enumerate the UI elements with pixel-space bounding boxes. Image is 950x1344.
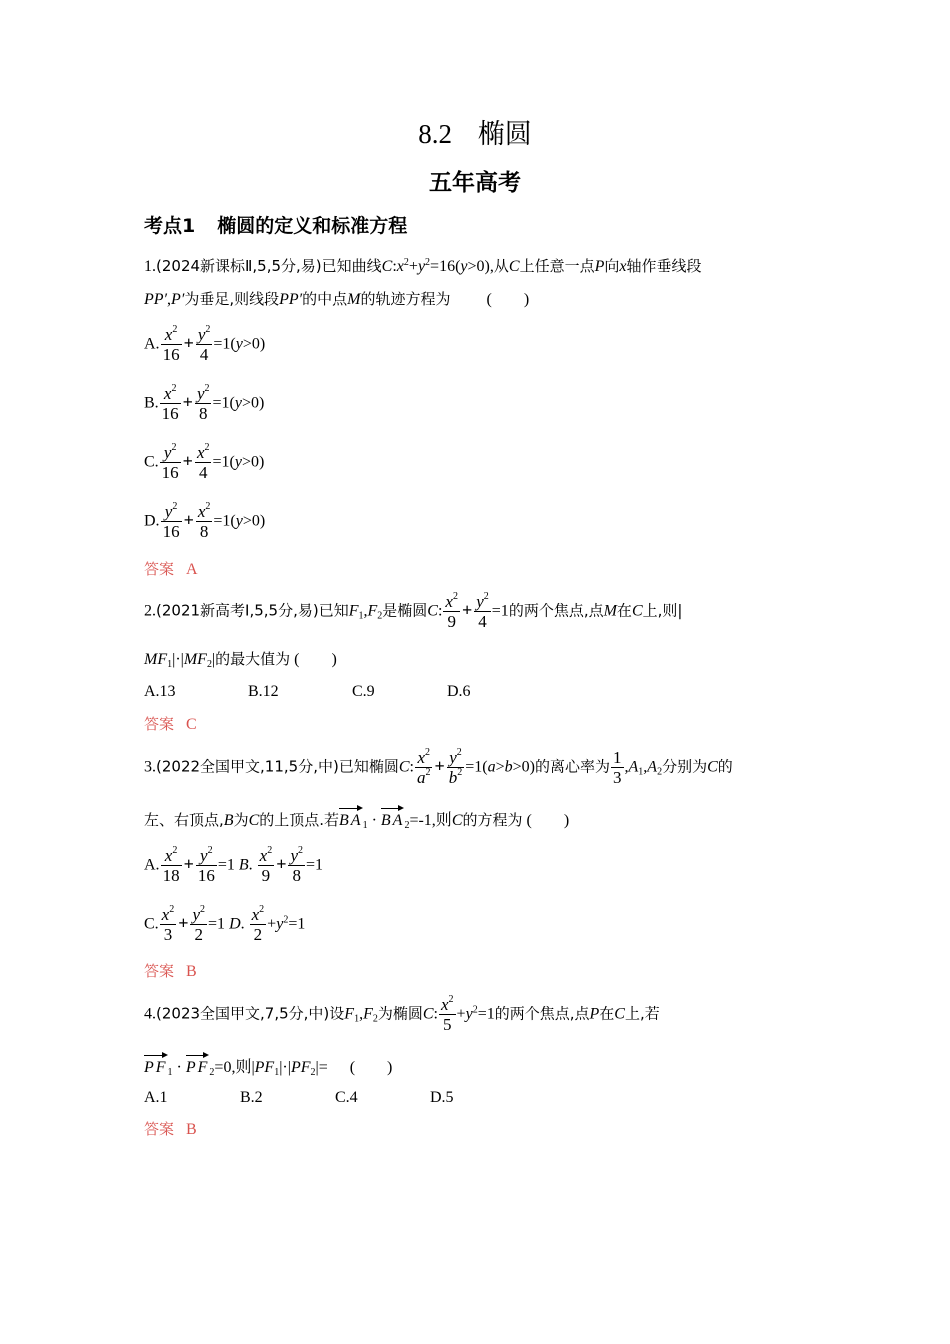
question-2-answer: 答案 C	[144, 715, 197, 733]
question-3-answer: 答案 B	[144, 962, 197, 980]
question-3-options-cd: C. $\frac{x^2}{3}$ + $\frac{y^2}{2}$ =1 D. $\frac{x^2}{2}$ $+y^2=1$	[144, 904, 306, 944]
question-2-line-1: 2.(2021新高考Ⅰ,5,5分,易)已知$F_1,F_2$是椭圆C: $\frac{x^2}{9}$ + $\frac{y^2}{4}$ =1的两个焦点,点M在C上,则|	[144, 591, 683, 631]
question-4-line-1: 4.(2023全国甲文,7,5分,中)设$F_1,F_2$为椭圆C: $\frac{x^2}{5}$ $+y^2=1$的两个焦点,点P在C上,若	[144, 994, 660, 1034]
question-4-options: A.1 B.2 C.4 D.5	[144, 1089, 454, 1106]
section-heading: 考点1 椭圆的定义和标准方程	[144, 215, 408, 237]
question-4-line-2: $PF_1 \cdot PF_2=0$,则$|PF_1|\cdot|PF_2|=$ ( )	[144, 1053, 392, 1079]
question-3-options-ab: A. $\frac{x^2}{18}$ + $\frac{y^2}{16}$ =1 B. $\frac{x^2}{9}$ + $\frac{y^2}{8}$ =1	[144, 845, 324, 885]
question-1-line-1: 1.(2024新课标Ⅱ,5,5分,易)已知曲线$C:x^2+y^2=16(y>0)$,从C上任意一点P向x轴作垂线段	[144, 257, 702, 275]
question-3-line-1: 3.(2022全国甲文,11,5分,中)已知椭圆C: $\frac{x^2}{a^2}$ + $\frac{y^2}{b^2}$ =1(a>b>0)的离心率为 $\frac{1}{3}$ $,A_1,A_2$分别为C的	[144, 747, 733, 787]
question-1-line-2: PP′,P′为垂足,则线段PP′的中点M的轨迹方程为 ( )	[144, 290, 530, 308]
page-subtitle: 五年高考	[429, 170, 521, 196]
question-1-option-a: A. $\frac{x^2}{16}$ + $\frac{y^2}{4}$ =1(y>0)	[144, 324, 266, 364]
question-2-options: A.13 B.12 C.9 D.6	[144, 683, 471, 700]
question-3-line-2: 左、右顶点,B为C的上顶点.若$BA_1 \cdot BA_2=-1$,则C的方程为 ( )	[144, 806, 569, 832]
question-1-answer: 答案 A	[144, 560, 198, 578]
page-title: 8.2 椭圆	[418, 119, 532, 150]
question-2-line-2: $MF_1|\cdot|MF_2|$的最大值为 ( )	[144, 650, 337, 670]
question-4-answer: 答案 B	[144, 1120, 197, 1138]
question-1-option-c: C. $\frac{y^2}{16}$ + $\frac{x^2}{4}$ =1(y>0)	[144, 442, 265, 482]
question-1-option-b: B. $\frac{x^2}{16}$ + $\frac{y^2}{8}$ =1(y>0)	[144, 383, 265, 423]
question-1-option-d: D. $\frac{y^2}{16}$ + $\frac{x^2}{8}$ =1(y>0)	[144, 501, 266, 541]
